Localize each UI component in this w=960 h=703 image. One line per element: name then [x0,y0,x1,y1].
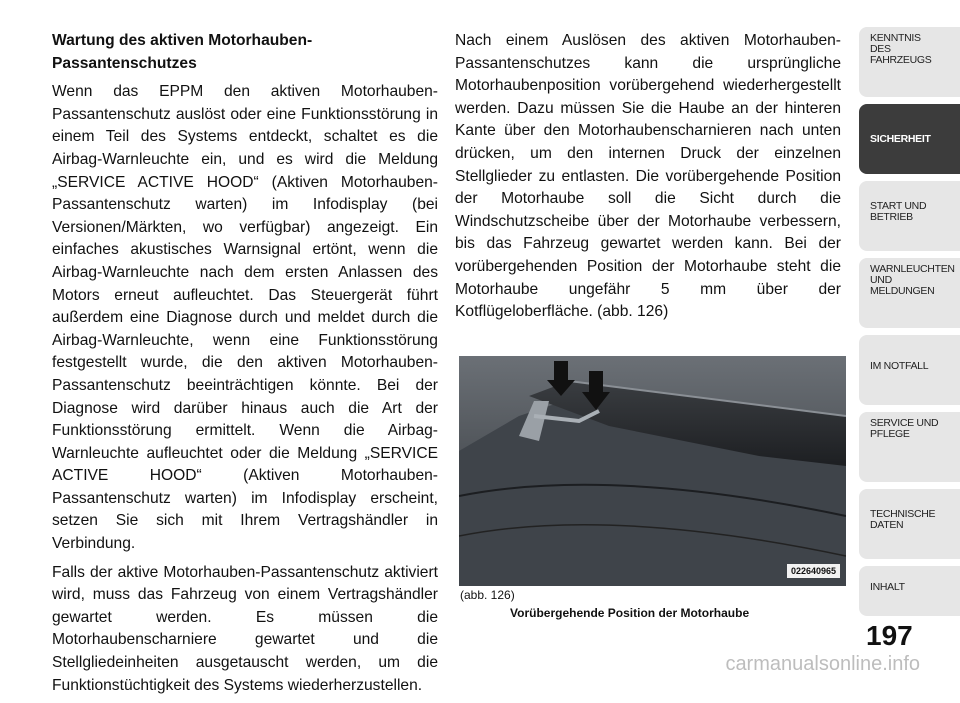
right-column [455,30,841,330]
tab-start-und-betrieb[interactable]: START UND BETRIEB [859,181,960,251]
hood-illustration [459,356,846,586]
left-column [52,30,438,703]
tab-service-und-pflege[interactable]: SERVICE UND PFLEGE [859,412,960,482]
chapter-sidebar [859,27,960,617]
tab-inhalt[interactable]: INHALT [859,566,960,616]
page-number: 197 [866,620,913,651]
tab-warnleuchten-und-meldungen[interactable]: WARNLEUCHTEN UND MELDUNGEN [859,258,960,328]
figure-code: 022640965 [787,564,840,578]
tab-kenntnis-des-fahrzeugs[interactable]: KENNTNIS DES FAHRZEUGS [859,27,960,97]
left-paragraph-2: Falls der aktive Motorhauben-Passantenschutz aktiviert wird, muss das Fahrzeug von einem Vertragshändler gewartet werden. Es müssen die Motorhaubenscharniere gewartet und die Stellgliedeinheiten ausgetauscht werden, um die Funktionstüchtigkeit des Systems wiederherzustellen. [52,563,438,694]
figure-label: (abb. 126) [460,588,515,602]
right-paragraph-1: Nach einem Auslösen des aktiven Motorhauben-Passantenschutzes kann die ursprüngliche Motorhaubenposition vorübergehend wiederhergestellt werden. Dazu müssen Sie die Haube an der hinteren Kante über den Motorhaubenscharnieren nach unten drücken, um den internen Druck der einzelnen Stellglieder zu entlasten. Die vorübergehende Position der Motorhaube soll die Sicht durch die Windschutzscheibe über der Motorhaube verbessern, bis das Fahrzeug gewartet werden kann. Bei der vorübergehenden Position der Motorhaube steht die Motorhaube ungefähr 5 mm über der Kotflügeloberfläche. (abb. 126) [455,32,841,321]
tab-im-notfall[interactable]: IM NOTFALL [859,335,960,405]
watermark: carmanualsonline.info [725,653,920,675]
section-heading: Wartung des aktiven Motorhauben-Passantenschutzes [52,32,313,72]
figure-hood-photo [459,356,846,586]
left-paragraph-1: Wenn das EPPM den aktiven Motorhauben-Passantenschutz auslöst oder eine Funktionsstörung in einem Teil des Systems entdeckt, schaltet es die Airbag-Warnleuchte ein, und es wird die Meldung „SERVICE ACTIVE HOOD“ (Aktiven Motorhauben-Passantenschutz warten) im Infodisplay (bei Versionen/Märkten, wo verfügbar) angezeigt. Ein einfaches akustisches Warnsignal ertönt, wenn die Airbag-Warnleuchte nach dem ersten Anlassen des Motors erneut aufleuchtet. Das Steuergerät führt außerdem eine Diagnose durch und meldet durch die Airbag-Warnleuchte, wenn eine Funktionsstörung festgestellt wurde, die den aktiven Motorhauben-Passantenschutz beeinträchtigen könnte. Bei der Diagnose wird darüber hinaus auch die Art der Funktionsstörung ermittelt. Wenn die Airbag-Warnleuchte aufleuchtet oder die Meldung „SERVICE ACTIVE HOOD“ (Aktiven Motorhauben-Passantenschutz warten) im Infodisplay erscheint, setzen Sie sich mit Ihrem Vertragshändler in Verbindung. [52,83,438,553]
tab-sicherheit[interactable]: SICHERHEIT [859,104,960,174]
tab-technische-daten[interactable]: TECHNISCHE DATEN [859,489,960,559]
figure-caption: Vorübergehende Position der Motorhaube [510,606,750,620]
